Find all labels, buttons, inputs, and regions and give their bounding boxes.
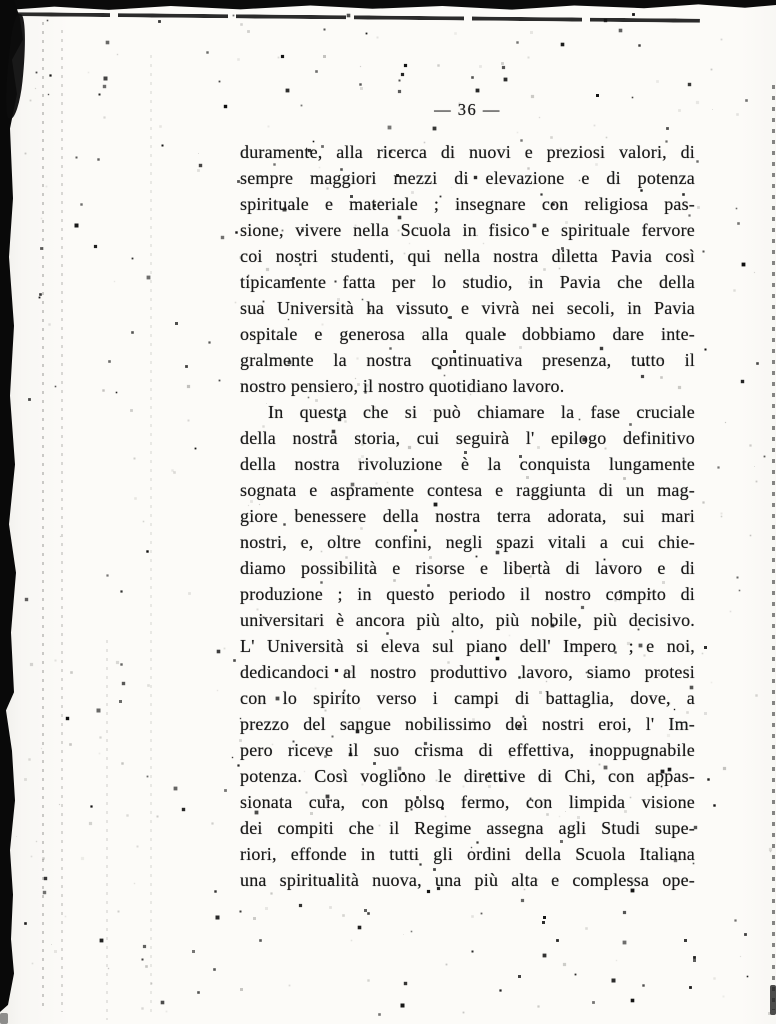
text-line: tipicamente fatta per lo studio, in Pavia che della: [240, 272, 695, 292]
scan-scratch-streak: [150, 55, 152, 1015]
text-line: sione, vivere nella Scuola in fisico e spirituale fervore: [240, 220, 695, 240]
text-line: sempre maggiori mezzi di elevazione e di potenza: [240, 168, 695, 188]
text-line: dei compiti che il Regime assegna agli Studi supe-: [240, 818, 695, 838]
scan-right-edge-dots: [772, 85, 775, 1010]
text-line: sionata cura, con polso fermo, con limpida visione: [240, 792, 695, 812]
text-line: diamo possibilità e risorse e libertà di lavoro e di: [240, 558, 695, 578]
text-line: riori, effonde in tutti gli ordini della Scuola Italiana: [240, 844, 695, 864]
text-line: sua Università ha vissuto e vivrà nei secoli, in Pavia: [240, 298, 695, 318]
text-line: sognata e aspramente contesa e raggiunta di un mag-: [240, 480, 695, 500]
text-line: ospitale e generosa alla quale dobbiamo dare inte-: [240, 324, 695, 344]
scan-right-edge-mark: [770, 985, 776, 1015]
body-text: [240, 139, 695, 893]
scan-scratch-streak: [61, 30, 63, 1012]
text-line: nostri, e, oltre confini, negli spazi vitali a cui chie-: [240, 532, 695, 552]
text-line: L' Università si eleva sul piano dell' Impero ; e noi,: [240, 636, 695, 656]
text-line: gralmente la nostra continuativa presenza, tutto il: [240, 350, 695, 370]
scan-binding-edge: [0, 0, 26, 1012]
scan-top-edge-band: [0, 0, 776, 11]
text-line: prezzo del sangue nobilissimo dei nostri eroi, l' Im-: [240, 714, 695, 734]
text-line: giore benessere della nostra terra adorata, sui mari: [240, 506, 695, 526]
paragraph: [240, 139, 695, 399]
scan-scratch-streak: [42, 22, 44, 1012]
text-line: spirituale e materiale ; insegnare con religiosa pas-: [240, 194, 695, 214]
text-line: una spiritualità nuova, una più alta e complessa ope-: [240, 870, 695, 890]
text-line: nostro pensiero, il nostro quotidiano lavoro.: [240, 376, 565, 396]
scan-scratch-streak: [106, 640, 108, 1020]
text-line: In questa che si può chiamare la fase cruciale: [268, 402, 695, 422]
paragraph: [240, 399, 695, 893]
text-line: della nostra storia, cui seguirà l' epilogo definitivo: [240, 428, 695, 448]
text-line: potenza. Così vogliono le direttive di Chi, con appas-: [240, 766, 695, 786]
text-line: universitari è ancora più alto, più nobile, più decisivo.: [240, 610, 695, 630]
text-line: della nostra rivoluzione è la conquista lungamente: [240, 454, 695, 474]
scan-bottom-left-mark: [0, 1013, 8, 1024]
scan-top-edge-line: [0, 12, 700, 23]
text-line: produzione ; in questo periodo il nostro compito di: [240, 584, 695, 604]
text-line: con lo spirito verso i campi di battaglia, dove, a: [240, 688, 695, 708]
page-number: — 36 —: [434, 100, 501, 119]
text-line: duramente, alla ricerca di nuovi e preziosi valori, di: [240, 142, 695, 162]
text-line: dedicandoci al nostro produttivo lavoro, siamo protesi: [240, 662, 695, 682]
text-line: pero riceve il suo crisma di effettiva, inoppugnabile: [240, 740, 695, 760]
text-line: coi nostri studenti, qui nella nostra diletta Pavia così: [240, 246, 695, 266]
